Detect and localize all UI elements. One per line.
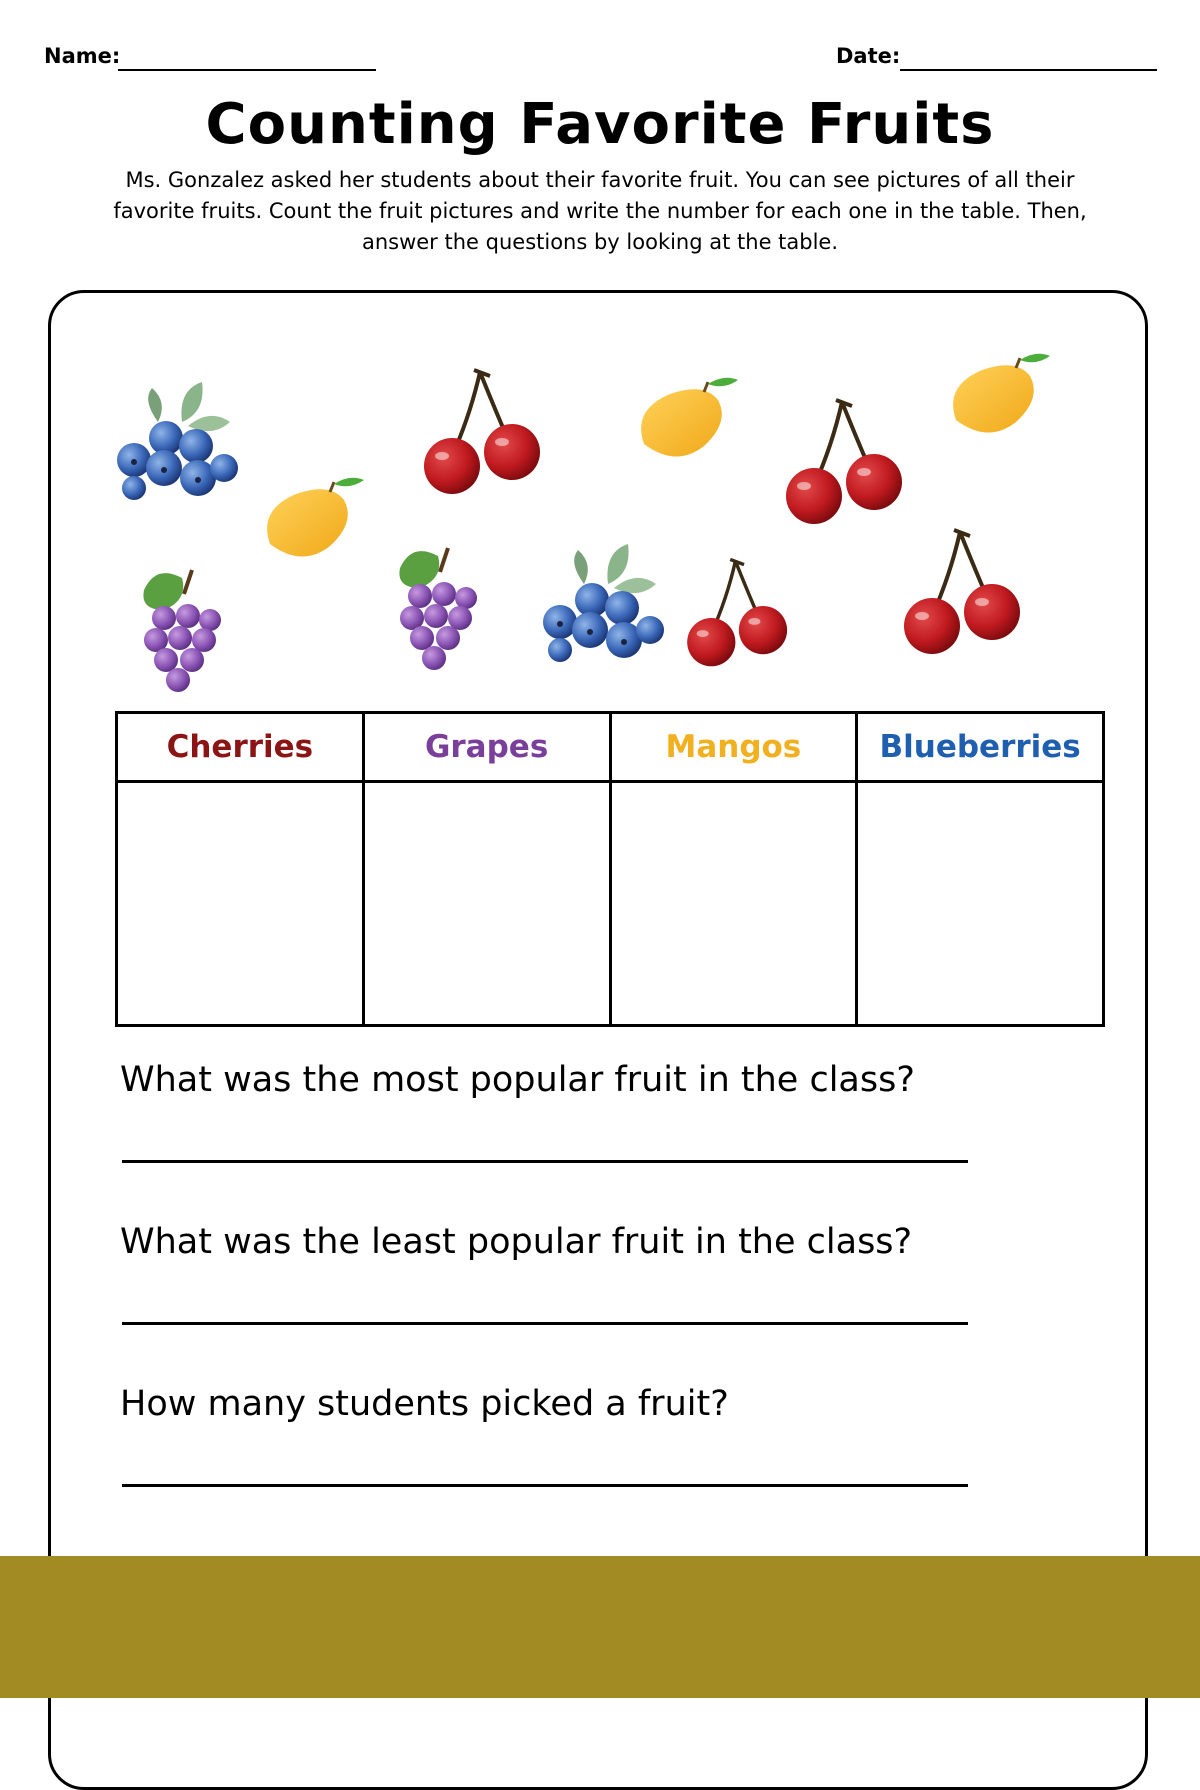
cherry-picture <box>682 556 794 668</box>
header-mangos: Mangos <box>610 713 857 782</box>
blueberry-picture <box>112 382 242 502</box>
question-total-students: How many students picked a fruit? <box>120 1384 729 1424</box>
tally-header-row <box>117 713 1104 782</box>
blueberries-count-cell[interactable] <box>857 782 1104 1026</box>
instructions-text: Ms. Gonzalez asked her students about their favorite fruit. You can see pictures of all their favorite fruits. Count the fruit pictures and write the number for each one in the table. Then, answer the questions by looking at the table. <box>113 168 1087 254</box>
question-most-popular: What was the most popular fruit in the class? <box>120 1060 915 1100</box>
tally-table <box>115 711 1105 1027</box>
blueberry-picture <box>538 544 668 664</box>
question-least-popular: What was the least popular fruit in the class? <box>120 1222 913 1262</box>
cherry-picture <box>780 396 910 526</box>
header-cherries: Cherries <box>117 713 364 782</box>
page-title: Counting Favorite Fruits <box>205 92 995 157</box>
answer-line-total-students[interactable] <box>122 1484 968 1487</box>
cherries-count-cell[interactable] <box>117 782 364 1026</box>
mango-picture <box>630 370 740 470</box>
grape-picture <box>386 542 486 672</box>
cherry-picture <box>418 366 548 496</box>
grapes-count-cell[interactable] <box>363 782 610 1026</box>
tally-answer-row <box>117 782 1104 1026</box>
answer-line-least-popular[interactable] <box>122 1322 968 1325</box>
mango-picture <box>942 346 1052 446</box>
cherry-picture <box>898 526 1028 656</box>
footer-band <box>0 1556 1200 1698</box>
date-field[interactable] <box>900 69 1157 71</box>
header-grapes: Grapes <box>363 713 610 782</box>
answer-line-most-popular[interactable] <box>122 1160 968 1163</box>
name-label: Name: <box>44 44 121 68</box>
mango-picture <box>256 470 366 570</box>
name-field[interactable] <box>118 69 376 71</box>
grape-picture <box>130 564 230 694</box>
header-blueberries: Blueberries <box>857 713 1104 782</box>
mangos-count-cell[interactable] <box>610 782 857 1026</box>
date-label: Date: <box>836 44 901 68</box>
